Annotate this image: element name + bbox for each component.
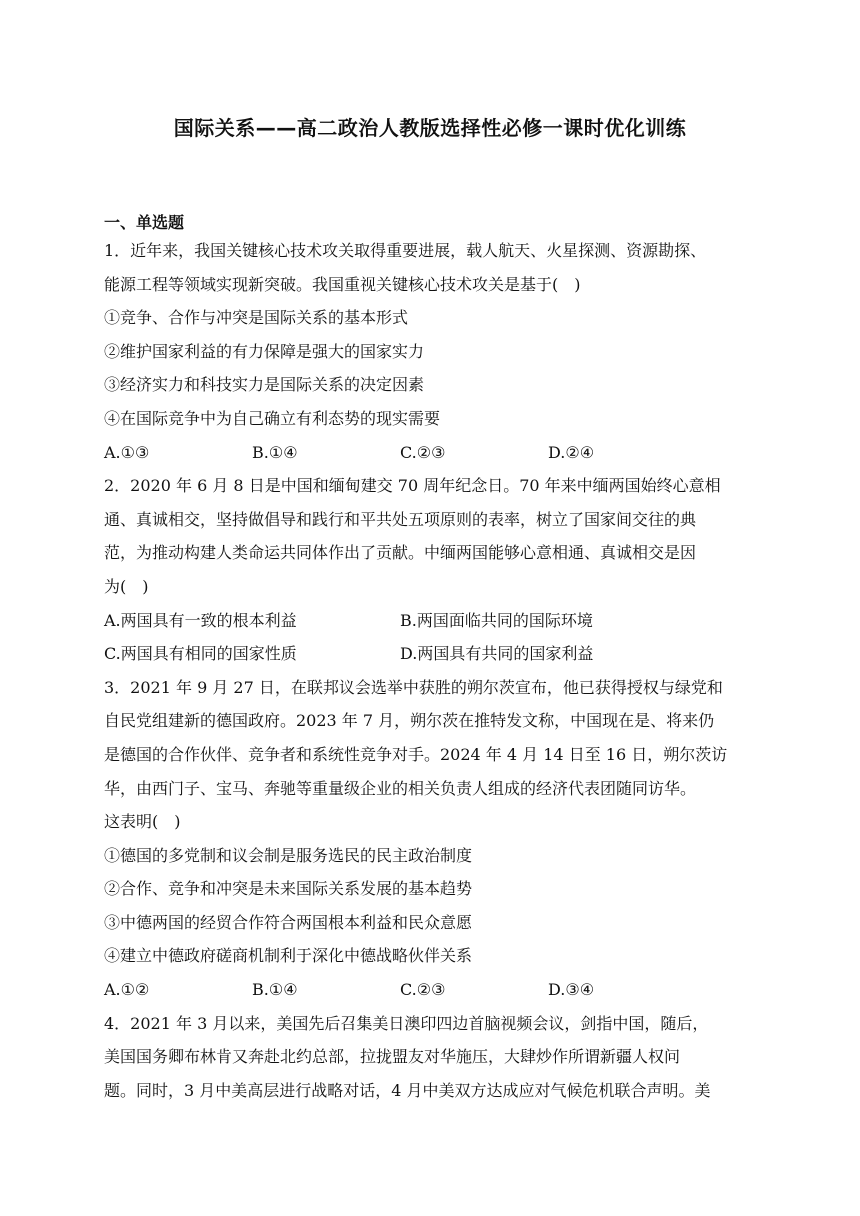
question-2-line-3: 范，为推动构建人类命运共同体作出了贡献。中缅两国能够心意相通、真诚相交是因	[104, 543, 697, 563]
option-c: C.②③	[400, 980, 446, 1000]
question-1-statement-3: ③经济实力和科技实力是国际关系的决定因素	[104, 375, 425, 395]
option-c: C.两国具有相同的国家性质	[104, 644, 297, 664]
question-3-line-1: 3．2021 年 9 月 27 日，在联邦议会选举中获胜的朔尔茨宣布，他已获得授权与绿党和	[104, 677, 723, 697]
page-title: 国际关系——高二政治人教版选择性必修一课时优化训练	[173, 116, 687, 140]
question-4-line-2: 美国国务卿布林肯又奔赴北约总部，拉拢盟友对华施压，大肆炒作所谓新疆人权问	[104, 1047, 681, 1067]
question-4-line-3: 题。同时，3 月中美高层进行战略对话，4 月中美双方达成应对气候危机联合声明。美	[104, 1080, 711, 1100]
question-1-statement-1: ①竞争、合作与冲突是国际关系的基本形式	[104, 308, 409, 328]
question-2-options-row-2	[104, 637, 760, 671]
question-3-line-2: 自民党组建新的德国政府。2023 年 7 月，朔尔茨在推特发文称，中国现在是、将来仍	[104, 711, 715, 731]
question-1-statement-4: ④在国际竞争中为自己确立有利态势的现实需要	[104, 408, 441, 428]
question-3-line-3: 是德国的合作伙伴、竞争者和系统性竞争对手。2024 年 4 月 14 日至 16 日，朔尔茨访	[104, 744, 728, 764]
question-1-options	[104, 436, 760, 470]
question-4-line-1: 4．2021 年 3 月以来，美国先后召集美日澳印四边首脑视频会议，剑指中国，随后，	[104, 1013, 709, 1033]
question-3-statement-2: ②合作、竞争和冲突是未来国际关系发展的基本趋势	[104, 879, 473, 899]
question-1-statement-2: ②维护国家利益的有力保障是强大的国家实力	[104, 341, 425, 361]
question-2-line-1: 2．2020 年 6 月 8 日是中国和缅甸建交 70 周年纪念日。70 年来中缅两国始终心意相	[104, 476, 721, 496]
question-3-statement-1: ①德国的多党制和议会制是服务选民的民主政治制度	[104, 845, 473, 865]
option-d: D.两国具有共同的国家利益	[400, 644, 594, 664]
question-3-options	[104, 973, 760, 1007]
question-3-line-4: 华，由西门子、宝马、奔驰等重量级企业的相关负责人组成的经济代表团随同访华。	[104, 778, 697, 798]
option-a: A.①③	[104, 442, 150, 462]
question-1-line-2: 能源工程等领域实现新突破。我国重视关键核心技术攻关是基于( )	[104, 274, 581, 294]
section-heading: 一、单选题	[104, 213, 185, 232]
option-c: C.②③	[400, 442, 446, 462]
question-2-options-row-1	[104, 604, 760, 638]
option-d: D.②④	[548, 442, 595, 462]
question-list	[104, 234, 760, 1107]
option-a: A.①②	[104, 980, 150, 1000]
question-1-line-1: 1．近年来，我国关键核心技术攻关取得重要进展，载人航天、火星探测、资源勘探、	[104, 241, 707, 260]
question-2-line-2: 通、真诚相交，坚持做倡导和践行和平共处五项原则的表率，树立了国家间交往的典	[104, 509, 697, 529]
option-a: A.两国具有一致的根本利益	[104, 610, 297, 630]
question-3-line-5: 这表明( )	[104, 812, 181, 832]
question-2-line-4: 为( )	[104, 576, 149, 596]
option-b: B.①④	[252, 980, 298, 1000]
question-3-statement-4: ④建立中德政府磋商机制利于深化中德战略伙伴关系	[104, 946, 473, 966]
option-b: B.①④	[252, 442, 298, 462]
question-3-statement-3: ③中德两国的经贸合作符合两国根本利益和民众意愿	[104, 912, 473, 932]
option-d: D.③④	[548, 980, 595, 1000]
option-b: B.两国面临共同的国际环境	[400, 610, 593, 630]
